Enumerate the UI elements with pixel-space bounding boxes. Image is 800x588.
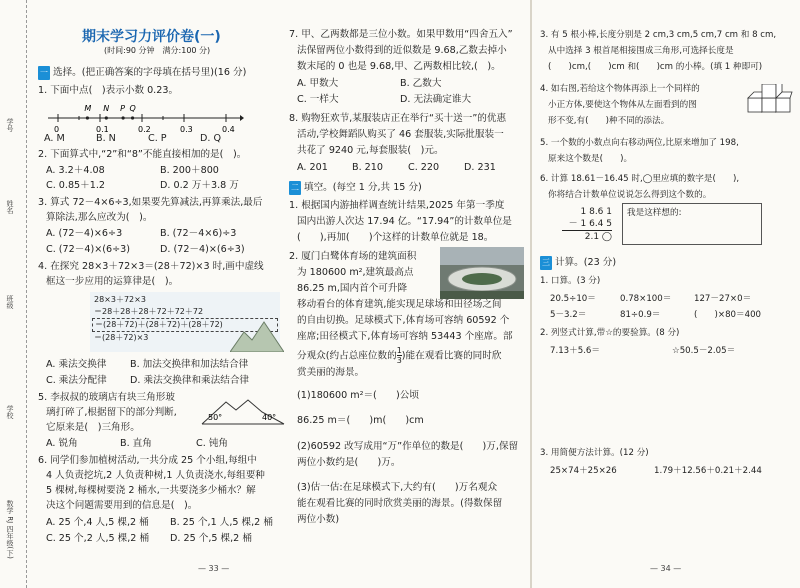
- q4-option-b[interactable]: B. 加法交换律和加法结合律: [130, 359, 249, 370]
- q5-broken-glass-figure: [200, 396, 286, 426]
- number-line-point-label: N: [103, 104, 110, 113]
- f6-vertical-sub: － 1 6.4 5: [562, 218, 612, 231]
- f2-after-2: (1)180600 m²＝( )公顷: [297, 390, 419, 401]
- section-fill-heading: [289, 181, 422, 195]
- q8-line-1: 8. 购物狂欢节,某服装店正在举行“买十送一”的优惠: [289, 113, 507, 124]
- q4-mountain-illustration: [230, 318, 284, 352]
- q6-line-2: 4 人负责挖坑,2 人负责种树,1 人负责浇水,每组要种: [46, 470, 265, 481]
- q8-line-2: 活动,学校舞蹈队购买了 46 套服装,实际批服装一: [297, 129, 504, 140]
- c1-r1-a: 20.5÷10＝: [550, 294, 596, 304]
- number-line-point-label: M: [84, 104, 92, 113]
- c3-title: 3. 用简便方法计算。(12 分): [540, 448, 649, 458]
- f2-line-3: 86.25 m,国内首个可升降: [297, 283, 408, 294]
- margin-label-school: 学校: [6, 405, 14, 419]
- number-line-point: [86, 116, 89, 119]
- exam-time-info: (时间:90 分钟 满分:100 分): [104, 46, 211, 55]
- f2-line-2: 为 180600 m²,建筑最高点: [297, 267, 414, 278]
- number-line-point-label: Q: [129, 104, 136, 113]
- f1-line-2: 国内出游人次达 17.94 亿。“17.94”的计数单位是: [297, 216, 512, 227]
- f5-line-2: 原来这个数是( )。: [548, 154, 633, 164]
- q4-option-a[interactable]: A. 乘法交换律: [46, 359, 107, 370]
- f2-after-7: 能在观看比赛的同时欣赏美丽的海景。(得数保留: [297, 498, 503, 509]
- q4-work-line-3: ＝(28＋72)＋(28＋72)＋(28＋72): [95, 320, 223, 329]
- number-line-tick-label: 0: [54, 125, 60, 134]
- q6-option-d[interactable]: D. 25 个,5 棵,2 桶: [170, 533, 252, 544]
- q6-line-4: 决这个问题需要用到的信息是( )。: [46, 500, 198, 511]
- q8-option-a[interactable]: A. 201: [297, 162, 328, 173]
- f4-line-2: 小正方体,要使这个物体从左面看到的图: [548, 100, 697, 110]
- f2-after-3: 86.25 m＝( )m( )cm: [297, 415, 424, 426]
- q4-line-1: 4. 在探究 28×3＋72×3＝(28＋72)×3 时,画中虚线: [38, 261, 264, 272]
- f6-vertical-result: 2.1 ◯: [584, 232, 612, 242]
- f6-explain-label: 我是这样想的:: [627, 208, 682, 218]
- stadium-photo: [440, 247, 524, 299]
- q3-line-2: 算除法,那么应改为( )。: [46, 212, 153, 223]
- q1-option-c[interactable]: C. P: [148, 133, 167, 144]
- q5-option-b[interactable]: B. 直角: [120, 438, 152, 449]
- number-line-point: [122, 116, 125, 119]
- f3-line-2: 从中选择 3 根首尾相接围成三角形,可选择长度是: [548, 46, 734, 56]
- q5-line-2: 璃打碎了,根据留下的部分判断,: [46, 407, 177, 418]
- f6-explanation-box[interactable]: [622, 203, 762, 245]
- number-line-point: [105, 116, 108, 119]
- q6-line-3: 5 棵树,每棵树要浇 2 桶水,一共要浇多少桶水？解: [46, 485, 256, 496]
- q7-option-c[interactable]: C. 一样大: [297, 94, 339, 105]
- q6-option-a[interactable]: A. 25 个,4 人,5 棵,2 桶: [46, 517, 149, 528]
- c1-r2-c: ( )×80＝400: [694, 310, 762, 320]
- section-choice-text: 选择。(把正确答案的字母填在括号里)(16 分): [53, 67, 247, 78]
- binding-margin: [0, 0, 27, 588]
- f1-line-1: 1. 根据国内游抽样调查统计结果,2025 年第一季度: [289, 200, 505, 211]
- margin-label-class: 班级: [6, 295, 14, 309]
- c1-r2-a: 5－3.2＝: [550, 310, 587, 320]
- q2-option-a[interactable]: A. 3.2＋4.08: [46, 165, 105, 176]
- q1-option-a[interactable]: A. M: [44, 133, 65, 144]
- f2-line-4: 移动看台的体育建筑,能实现足球场和田径场之间: [297, 299, 502, 310]
- c3-item-2: 1.79＋12.56＋0.21＋2.44: [654, 466, 762, 476]
- f5-line-1: 5. 一个数的小数点向右移动两位,比原来增加了 198,: [540, 138, 739, 148]
- f3-line-3: ( )cm,( )cm 和( )cm 的小棒。(填 1 种即可): [548, 62, 763, 72]
- margin-label-name: 姓名: [6, 200, 14, 214]
- number-line-tick-label: 0.4: [222, 125, 235, 134]
- q1-option-d[interactable]: D. Q: [200, 133, 222, 144]
- q7-option-d[interactable]: D. 无法确定谁大: [400, 94, 472, 105]
- section-badge: 一: [38, 66, 50, 80]
- q7-option-b[interactable]: B. 乙数大: [400, 78, 442, 89]
- f1-line-3: ( ),再加( )个这样的计数单位就是 18。: [297, 232, 494, 243]
- q8-option-c[interactable]: C. 220: [408, 162, 440, 173]
- frac-denominator: 3: [396, 356, 402, 365]
- q7-line-1: 7. 甲、乙两数都是三位小数。如果甲数用“四舍五入”: [289, 29, 513, 40]
- f2-after-8: 两位小数): [297, 514, 340, 525]
- q5-angle-right: 40°: [262, 413, 277, 422]
- f2-frac-post: )能在观看比赛的同时欣: [401, 350, 502, 362]
- q3-line-1: 3. 算式 72－4×6÷3,如果要先算减法,再算乘法,最后: [38, 197, 263, 208]
- exam-title: 期末学习力评价卷(一): [82, 29, 221, 45]
- q3-option-d[interactable]: D. (72－4)×(6÷3): [160, 244, 245, 255]
- q3-option-b[interactable]: B. (72－4×6)÷3: [160, 228, 237, 239]
- q7-option-a[interactable]: A. 甲数大: [297, 78, 339, 89]
- number-line-point-label: P: [120, 104, 125, 113]
- q3-option-a[interactable]: A. (72－4)×6÷3: [46, 228, 123, 239]
- f2-line-1: 2. 厦门白鹭体育场的建筑面积: [289, 251, 417, 262]
- c2-item-1: 7.13＋5.6＝: [550, 346, 600, 356]
- q5-angle-left: 50°: [208, 413, 223, 422]
- q6-option-b[interactable]: B. 25 个,1 人,5 棵,2 桶: [170, 517, 273, 528]
- number-line-tick-label: 0.2: [138, 125, 151, 134]
- f6-vertical-top: 1 8.6 1: [580, 207, 612, 217]
- f6-line-2: 你将结合计数单位说说怎么得到这个数的。: [548, 190, 712, 200]
- q5-option-a[interactable]: A. 锐角: [46, 438, 78, 449]
- number-line-tick-label: 0.3: [180, 125, 193, 134]
- f6-line-1: 6. 计算 18.61－16.45 时,◯里应填的数字是( ),: [540, 174, 740, 184]
- section-fill-text: 填空。(每空 1 分,共 15 分): [304, 182, 422, 193]
- c2-title: 2. 列竖式计算,带☆的要验算。(8 分): [540, 328, 680, 338]
- q6-line-1: 6. 同学们参加植树活动,一共分成 25 个小组,每组中: [38, 455, 257, 466]
- q4-work-line-4: ＝(28＋72)×3: [94, 333, 149, 342]
- page-number-right: — 34 —: [650, 564, 682, 573]
- f6-vertical-subtraction: [562, 206, 612, 243]
- c1-r1-b: 0.78×100＝: [620, 294, 672, 304]
- f2-after-4: (2)60592 改写成用“万”作单位的数是( )万,保留: [297, 441, 519, 452]
- q5-option-c[interactable]: C. 钝角: [196, 438, 228, 449]
- margin-label-book: 数学 RJ 四年级(下): [6, 500, 14, 559]
- q7-line-2: 法保留两位小数得到的近似数是 9.68,乙数去掉小: [297, 45, 507, 56]
- q4-line-2: 框这一步应用的运算律是( )。: [46, 276, 179, 287]
- q2-option-c[interactable]: C. 0.85＋1.2: [46, 180, 106, 191]
- f4-cube-figure: [746, 84, 794, 120]
- q4-option-c[interactable]: C. 乘法分配律: [46, 375, 107, 386]
- page-number-left: — 33 —: [198, 564, 230, 573]
- q2-stem: 2. 下面算式中,“2”和“8”不能直接相加的是( )。: [38, 149, 247, 160]
- q6-option-c[interactable]: C. 25 个,2 人,5 棵,2 桶: [46, 533, 150, 544]
- q8-option-b[interactable]: B. 210: [352, 162, 383, 173]
- f2-fraction-line: [297, 346, 501, 367]
- c2-item-2: ☆50.5－2.05＝: [672, 346, 736, 356]
- frac-numerator: 1: [396, 346, 402, 355]
- q7-line-3: 数末尾的 0 也是 9.68,甲、乙两数相比较,( )。: [297, 61, 501, 72]
- q8-line-3: 共花了 9240 元,每套服装( )元。: [297, 145, 444, 156]
- f4-line-3: 形不变,有( )种不同的添法。: [548, 116, 670, 126]
- f2-line-6: 座席;田径模式下,体育场可容纳 53443 个座席。部: [297, 331, 513, 342]
- q1-option-b[interactable]: B. N: [96, 133, 116, 144]
- q8-option-d[interactable]: D. 231: [464, 162, 496, 173]
- q2-option-b[interactable]: B. 200＋800: [160, 165, 219, 176]
- f2-after-1: 赏美丽的海景。: [297, 367, 365, 378]
- c1-r2-b: 81÷0.9＝: [620, 310, 661, 320]
- section-choice-heading: [38, 66, 246, 80]
- q2-option-d[interactable]: D. 0.2 万＋3.8 万: [160, 180, 239, 191]
- q4-work-line-1: 28×3＋72×3: [94, 295, 146, 304]
- f2-after-6: (3)估一估:在足球模式下,大约有( )万名观众: [297, 482, 498, 493]
- section-badge: 三: [540, 256, 552, 270]
- section-badge: 二: [289, 181, 301, 195]
- number-line-point: [131, 116, 134, 119]
- f2-after-5: 两位小数约是( )万。: [297, 457, 401, 468]
- q3-option-c[interactable]: C. (72－4)×(6÷3): [46, 244, 130, 255]
- c3-item-1: 25×74＋25×26: [550, 466, 617, 476]
- margin-label-student-id: 学号: [6, 118, 14, 132]
- f2-line-5: 的自由切换。足球模式下,体育场可容纳 60592 个: [297, 315, 510, 326]
- q5-line-3: 它原来是( )三角形。: [46, 422, 140, 433]
- q4-work-line-2: ＝28＋28＋28＋72＋72＋72: [94, 307, 204, 316]
- f3-line-1: 3. 有 5 根小棒,长度分别是 2 cm,3 cm,5 cm,7 cm 和 8 cm,: [540, 30, 777, 40]
- q5-line-1: 5. 李叔叔的玻璃店有块三角形玻: [38, 392, 175, 403]
- f2-frac-pre: 分观众(约占总座位数的: [297, 350, 397, 362]
- section-calc-heading: [540, 256, 616, 270]
- section-calc-text: 计算。(23 分): [555, 257, 617, 268]
- q1-stem: 1. 下面中点( )表示小数 0.23。: [38, 85, 179, 96]
- q4-option-d[interactable]: D. 乘法交换律和乘法结合律: [130, 375, 250, 386]
- number-line-tick-label: 0.1: [96, 125, 109, 134]
- f4-line-1: 4. 如右图,若给这个物体再添上一个同样的: [540, 84, 700, 94]
- c1-title: 1. 口算。(3 分): [540, 276, 601, 286]
- c1-r1-c: 127－27×0＝: [694, 294, 752, 304]
